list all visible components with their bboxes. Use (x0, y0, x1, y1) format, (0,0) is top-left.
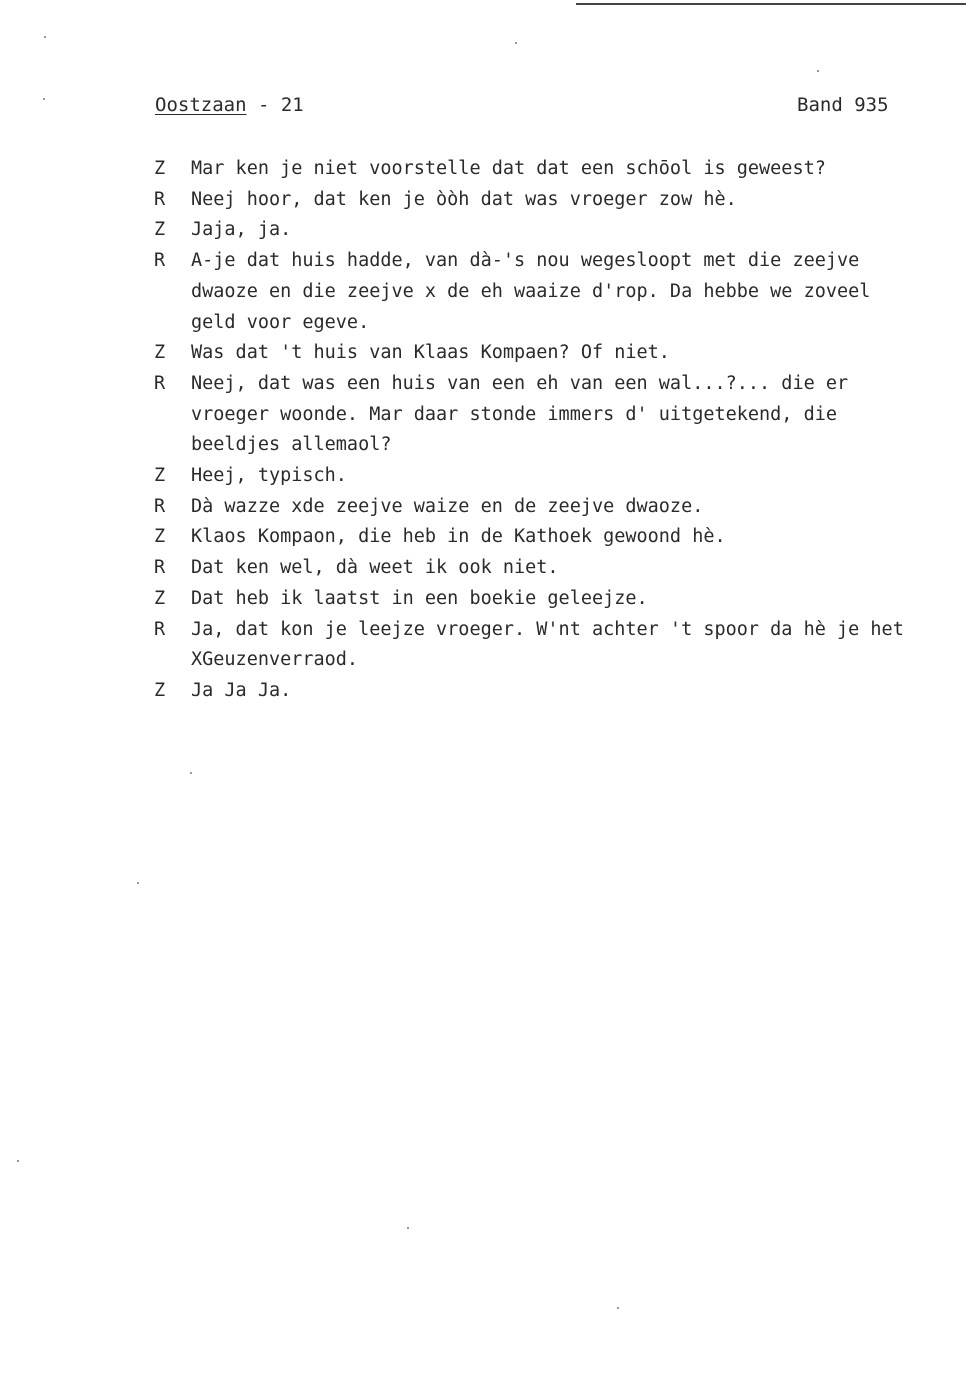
speaker-label: R (154, 557, 166, 579)
speech-text: Dà wazze xde zeejve waize en de zeejve dwaoze. (191, 495, 704, 517)
scan-speck (407, 1227, 409, 1229)
speaker-label: R (154, 188, 166, 210)
transcript-turn (150, 338, 920, 369)
speaker-label: Z (154, 679, 166, 701)
transcript-turn (150, 615, 920, 676)
scan-speck (817, 70, 819, 72)
transcript-turn (150, 154, 920, 185)
scan-speck (617, 1307, 619, 1309)
speaker-label: R (154, 495, 166, 517)
speaker-label: R (154, 372, 166, 394)
transcript (150, 154, 920, 707)
speaker-label: Z (154, 465, 166, 487)
speaker-label: R (154, 618, 166, 640)
transcript-turn (150, 369, 920, 461)
speaker-label: Z (154, 587, 166, 609)
speech-text: A-je dat huis hadde, van dà-'s nou wegesloopt met die zeejve dwaoze en die zeejve x de eh waaize d'rop. Da hebbe we zoveel geld voor egeve. (191, 250, 882, 333)
scan-speck (17, 1160, 19, 1162)
speech-text: Dat heb ik laatst in een boekie geleejze. (191, 587, 648, 609)
speech-text: Heej, typisch. (191, 465, 347, 487)
speech-text: Was dat 't huis van Klaas Kompaen? Of niet. (191, 342, 670, 364)
page-header-left (155, 94, 304, 116)
speech-text: Dat ken wel, dà weet ik ook niet. (191, 557, 559, 579)
speaker-label: Z (154, 219, 166, 241)
speech-text: Klaos Kompaon, die heb in de Kathoek gewoond hè. (191, 526, 726, 548)
transcript-turn (150, 553, 920, 584)
transcript-turn (150, 215, 920, 246)
transcript-turn (150, 461, 920, 492)
speech-text: Neej hoor, dat ken je òòh dat was vroeger zow hè. (191, 188, 737, 210)
scan-speck (190, 772, 192, 774)
speaker-label: R (154, 250, 166, 272)
speech-text: Mar ken je niet voorstelle dat dat een schōol is geweest? (191, 158, 826, 179)
scan-speck (43, 98, 45, 100)
band-number: Band 935 (797, 94, 889, 116)
page-number: - 21 (246, 94, 304, 116)
speech-text: Ja, dat kon je leejze vroeger. W'nt achter 't spoor da hè je het XGeuzenverraod. (191, 618, 915, 671)
transcript-turn (150, 185, 920, 216)
transcript-turn (150, 522, 920, 553)
speech-text: Neej, dat was een huis van een eh van een wal...?... die er vroeger woonde. Mar daar stonde immers d' uitgetekend, die beeldjes allemaol? (191, 372, 860, 456)
scan-speck (44, 36, 46, 38)
speech-text: Jaja, ja. (191, 219, 292, 241)
speaker-label: Z (154, 158, 166, 179)
scan-speck (515, 42, 517, 44)
place-name: Oostzaan (155, 94, 247, 116)
speaker-label: Z (154, 342, 166, 364)
transcript-turn (150, 584, 920, 615)
scan-speck (137, 882, 139, 884)
transcript-turn (150, 246, 920, 338)
transcript-turn (150, 492, 920, 523)
speaker-label: Z (154, 526, 166, 548)
transcript-turn (150, 676, 920, 707)
speech-text: Ja Ja Ja. (191, 679, 292, 701)
top-rule (576, 3, 966, 5)
